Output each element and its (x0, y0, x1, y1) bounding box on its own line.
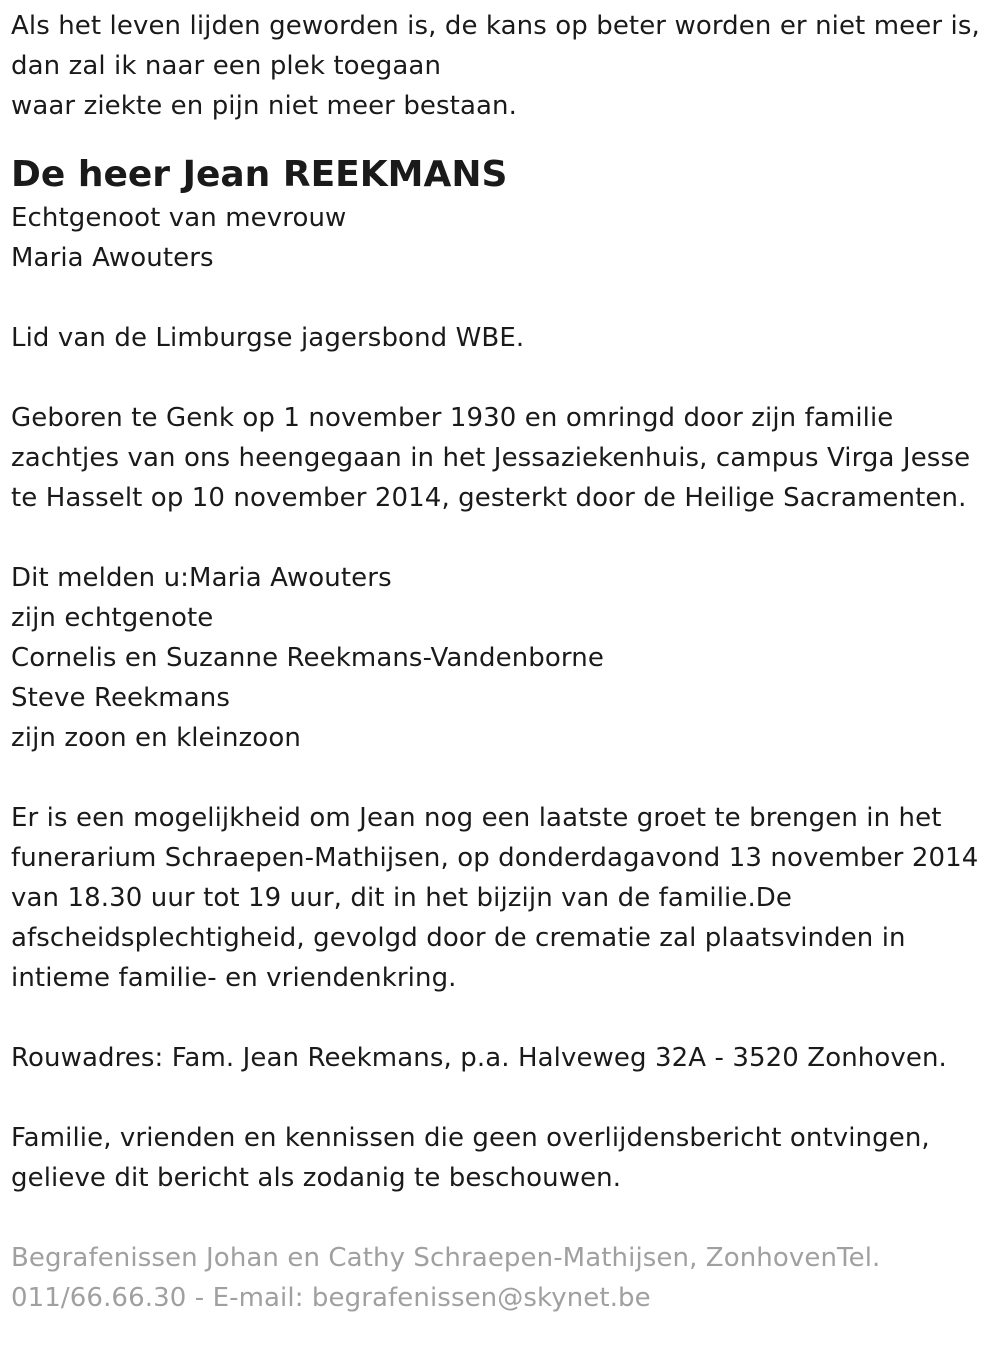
announcer-line: zijn zoon en kleinzoon (11, 723, 301, 753)
ceremony-line: van 18.30 uur tot 19 uur, dit in het bijzijn van de familie.De (11, 883, 793, 913)
spouse-info (11, 198, 990, 278)
birth-death-line: zachtjes van ons heengegaan in het Jessaziekenhuis, campus Virga Jesse (11, 443, 971, 473)
ceremony-info (11, 798, 990, 998)
footer-line: Begrafenissen Johan en Cathy Schraepen-Mathijsen, ZonhovenTel. (11, 1243, 881, 1273)
deceased-name-title: De heer Jean REEKMANS (11, 154, 508, 195)
poem-line: dan zal ik naar een plek toegaan (11, 51, 442, 81)
announcer-line: zijn echtgenote (11, 603, 214, 633)
ceremony-line: intieme familie- en vriendenkring. (11, 963, 457, 993)
ceremony-line: Er is een mogelijkheid om Jean nog een laatste groet te brengen in het (11, 803, 942, 833)
membership-text: Lid van de Limburgse jagersbond WBE. (11, 323, 525, 353)
announcer-line: Dit melden u:Maria Awouters (11, 563, 392, 593)
birth-death-line: te Hasselt op 10 november 2014, gesterkt door de Heilige Sacramenten. (11, 483, 967, 513)
ceremony-line: funerarium Schraepen-Mathijsen, op donderdagavond 13 november 2014 (11, 843, 979, 873)
birth-death-line: Geboren te Genk op 1 november 1930 en omringd door zijn familie (11, 403, 894, 433)
spouse-line: Echtgenoot van mevrouw (11, 203, 347, 233)
birth-death-info (11, 398, 990, 518)
notice-line: gelieve dit bericht als zodanig te beschouwen. (11, 1163, 622, 1193)
footer-line: 011/66.66.30 - E-mail: begrafenissen@skynet.be (11, 1283, 651, 1313)
mourning-address: Rouwadres: Fam. Jean Reekmans, p.a. Halveweg 32A - 3520 Zonhoven. (11, 1043, 947, 1073)
spouse-line: Maria Awouters (11, 243, 214, 273)
notice-text (11, 1118, 990, 1198)
funeral-home-footer (11, 1238, 990, 1318)
announcers-list (11, 558, 990, 758)
poem (11, 6, 990, 126)
announcer-line: Cornelis en Suzanne Reekmans-Vandenborne (11, 643, 604, 673)
ceremony-line: afscheidsplechtigheid, gevolgd door de crematie zal plaatsvinden in (11, 923, 906, 953)
announcer-line: Steve Reekmans (11, 683, 230, 713)
notice-line: Familie, vrienden en kennissen die geen overlijdensbericht ontvingen, (11, 1123, 930, 1153)
poem-line: waar ziekte en pijn niet meer bestaan. (11, 91, 517, 121)
poem-line: Als het leven lijden geworden is, de kans op beter worden er niet meer is, (11, 11, 980, 41)
